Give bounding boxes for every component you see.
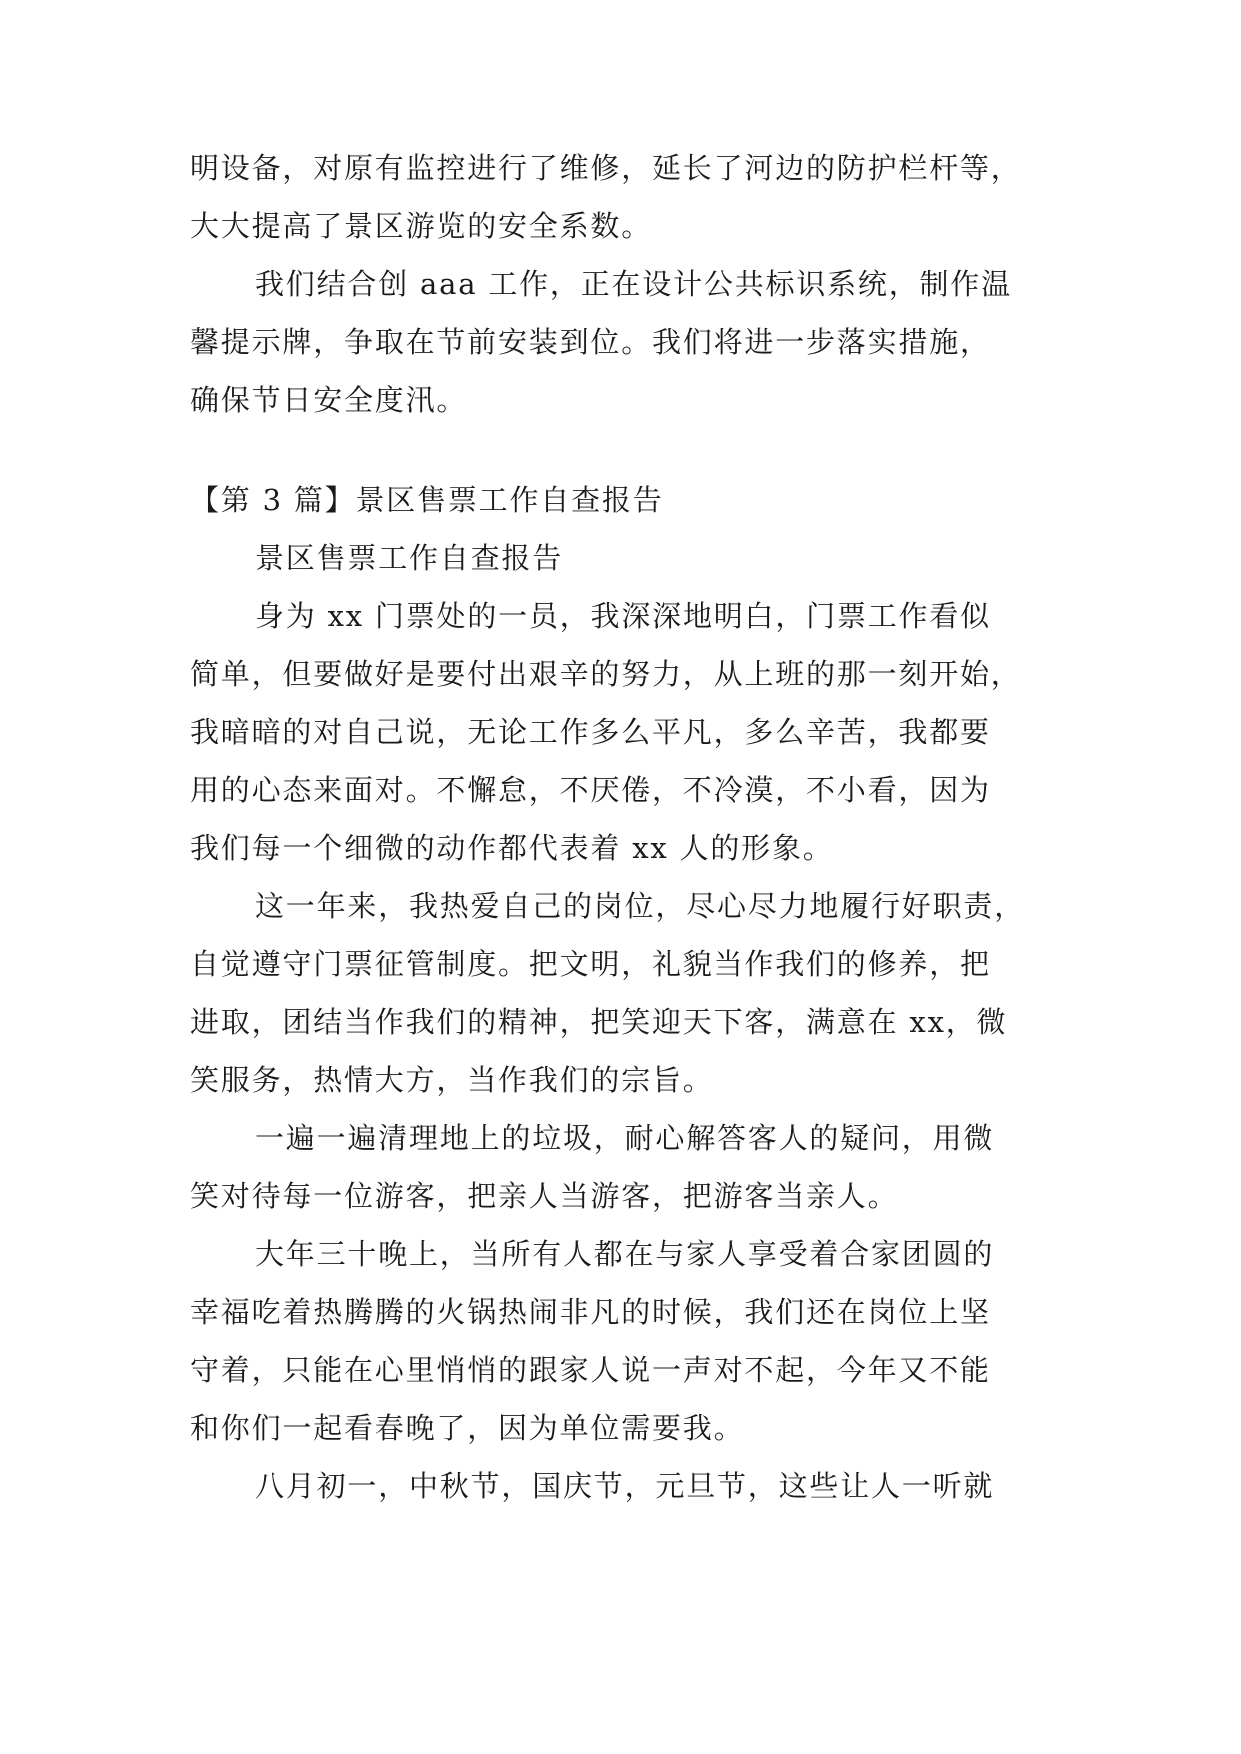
body-text-line: 和你们一起看春晚了，因为单位需要我。 bbox=[190, 1411, 745, 1445]
paragraph-first-line: 我们结合创 aaa 工作，正在设计公共标识系统，制作温 bbox=[255, 267, 1012, 301]
paragraph-first-line: 大年三十晚上，当所有人都在与家人享受着合家团圆的 bbox=[255, 1237, 995, 1271]
body-text-line: 进取，团结当作我们的精神，把笑迎天下客，满意在 xx，微 bbox=[190, 1005, 1008, 1039]
paragraph-first-line: 身为 xx 门票处的一员，我深深地明白，门票工作看似 bbox=[255, 599, 991, 633]
body-text-line: 确保节日安全度汛。 bbox=[190, 383, 468, 417]
body-text-line: 我们每一个细微的动作都代表着 xx 人的形象。 bbox=[190, 831, 834, 865]
body-text-line: 幸福吃着热腾腾的火锅热闹非凡的时候，我们还在岗位上坚 bbox=[190, 1295, 991, 1329]
body-text-line: 明设备，对原有监控进行了维修，延长了河边的防护栏杆等， bbox=[190, 151, 1022, 185]
body-text-line: 大大提高了景区游览的安全系数。 bbox=[190, 209, 653, 243]
paragraph-first-line: 一遍一遍清理地上的垃圾，耐心解答客人的疑问，用微 bbox=[255, 1121, 995, 1155]
paragraph-first-line: 这一年来，我热爱自己的岗位，尽心尽力地履行好职责， bbox=[255, 889, 1026, 923]
body-text-line: 笑服务，热情大方，当作我们的宗旨。 bbox=[190, 1063, 714, 1097]
body-text-line: 守着，只能在心里悄悄的跟家人说一声对不起，今年又不能 bbox=[190, 1353, 991, 1387]
body-text-line: 简单，但要做好是要付出艰辛的努力，从上班的那一刻开始， bbox=[190, 657, 1022, 691]
body-text-line: 馨提示牌，争取在节前安装到位。我们将进一步落实措施， bbox=[190, 325, 991, 359]
body-text-line: 笑对待每一位游客，把亲人当游客，把游客当亲人。 bbox=[190, 1179, 899, 1213]
report-title: 景区售票工作自查报告 bbox=[255, 541, 564, 575]
body-text-line: 我暗暗的对自己说，无论工作多么平凡，多么辛苦，我都要 bbox=[190, 715, 991, 749]
paragraph-first-line: 八月初一，中秋节，国庆节，元旦节，这些让人一听就 bbox=[255, 1469, 995, 1503]
section-heading: 【第 3 篇】景区售票工作自查报告 bbox=[190, 483, 664, 517]
body-text-line: 自觉遵守门票征管制度。把文明，礼貌当作我们的修养，把 bbox=[190, 947, 991, 981]
body-text-line: 用的心态来面对。不懈怠，不厌倦，不冷漠，不小看，因为 bbox=[190, 773, 991, 807]
